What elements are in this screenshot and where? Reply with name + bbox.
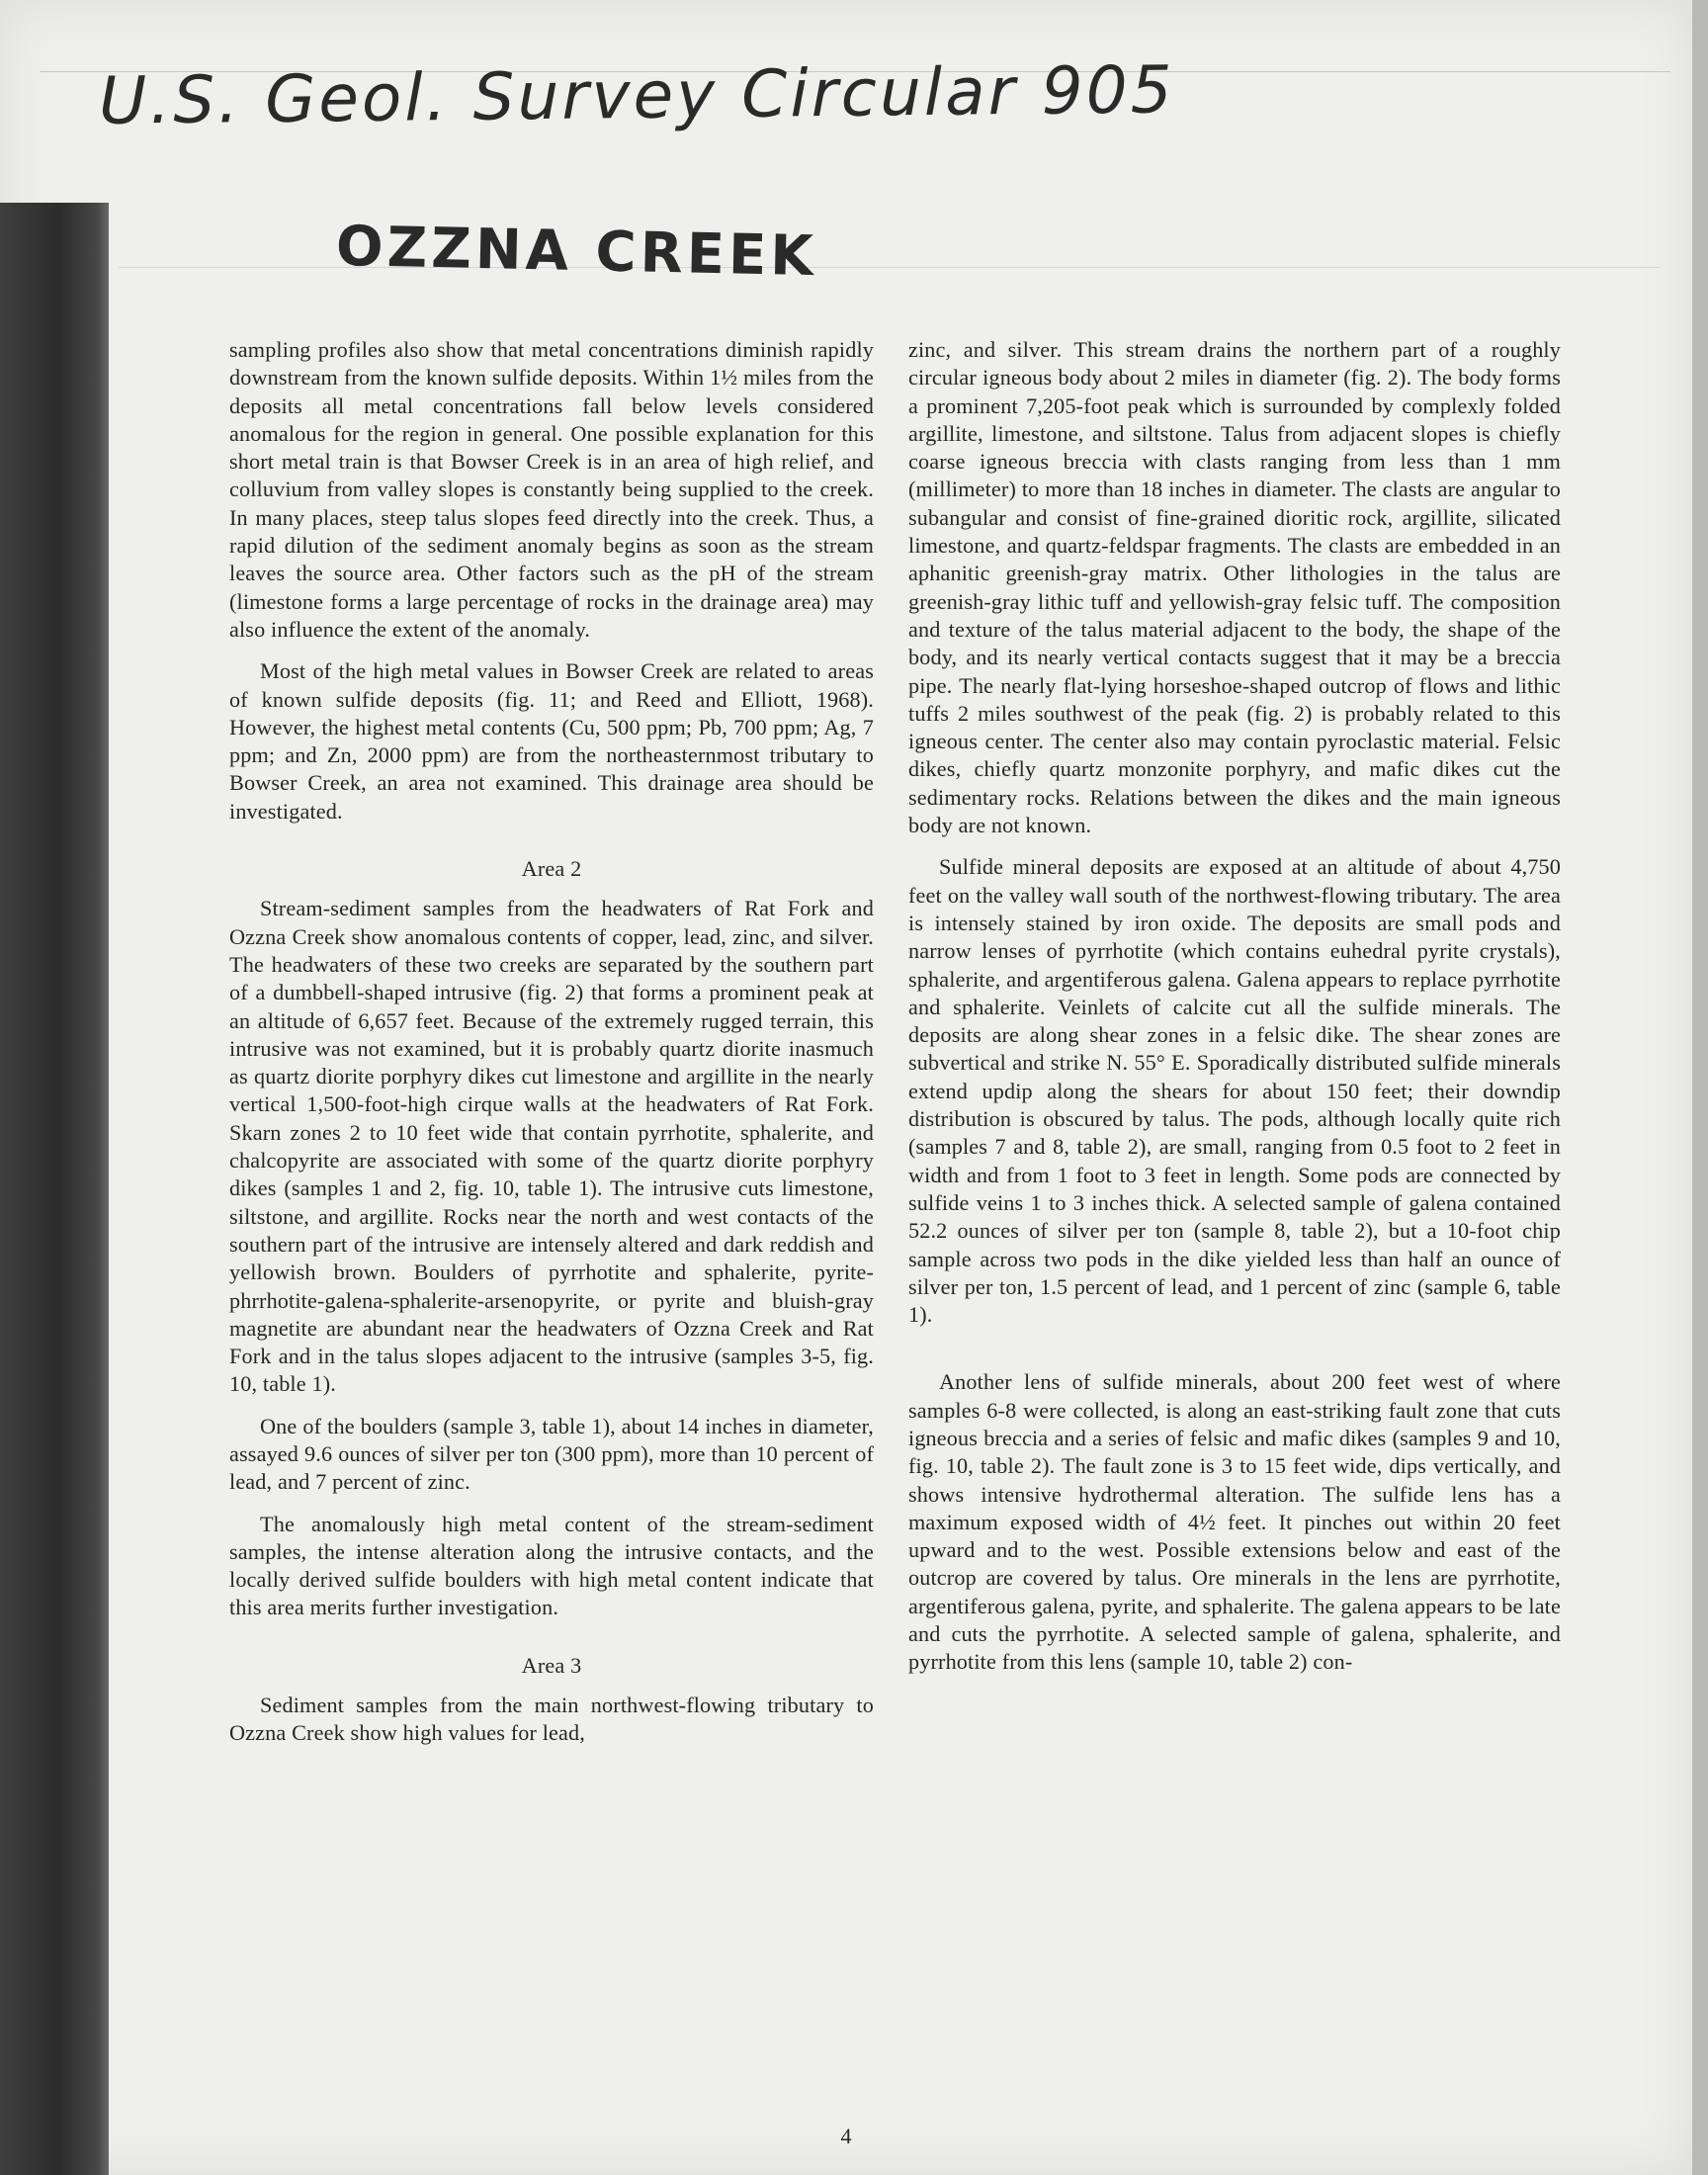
left-text-column [229,336,874,1748]
body-paragraph: sampling profiles also show that metal concentrations diminish rapidly downstream from the known sulfide deposits. Within 1½ miles from the deposits all metal concentrations fall below levels considered anomalous for the region in general. One possible explanation for this short metal train is that Bowser Creek is in an area of high relief, and colluvium from valley slopes is constantly being supplied to the creek. In many places, steep talus slopes feed directly into the creek. Thus, a rapid dilution of the sediment anomaly begins as soon as the stream leaves the source area. Other factors such as the pH of the stream (limestone forms a large percentage of rocks in the drainage area) may also influence the extent of the anomaly. [229,337,874,642]
page-number: 4 [840,2124,852,2148]
right-text-column [908,336,1561,1677]
handwritten-source-note: U.S. Geol. Survey Circular 905 [98,51,1176,139]
body-paragraph: zinc, and silver. This stream drains the northern part of a roughly circular igneous body about 2 miles in diameter (fig. 2). The body forms a prominent 7,205-foot peak which is surrounded by complexly folded argillite, limestone, and siltstone. Talus from adjacent slopes is chiefly coarse igneous breccia with clasts ranging from less than 1 mm (millimeter) to more than 18 inches in diameter. The clasts are angular to subangular and consist of fine-grained dioritic rock, argillite, silicated limestone, and quartz-feldspar fragments. The clasts are embedded in an aphanitic greenish-gray matrix. Other lithologies in the talus are greenish-gray lithic tuff and yellowish-gray felsic tuff. The composition and texture of the talus material adjacent to the body, the shape of the body, and its nearly vertical contacts suggest that it may be a breccia pipe. The nearly flat-lying horseshoe-shaped outcrop of flows and lithic tuffs 2 miles southwest of the peak (fig. 2) is probably related to this igneous center. The center also may contain pyroclastic material. Felsic dikes, chiefly quartz monzonite porphyry, and mafic dikes cut the sedimentary rocks. Relations between the dikes and the main igneous body are not known. [908,337,1561,838]
body-paragraph: Another lens of sulfide minerals, about 200 feet west of where samples 6-8 were collected, is along an east-striking fault zone that cuts igneous breccia and a series of felsic and mafic dikes (samples 9 and 10, fig. 10, table 2). The fault zone is 3 to 15 feet wide, dips vertically, and shows intensive hydrothermal alteration. The sulfide lens has a maximum exposed width of 4½ feet. It pinches out within 20 feet upward and to the west. Possible extensions below and east of the outcrop are covered by talus. Ore minerals in the lens are pyrrhotite, argentiferous galena, pyrite, and sphalerite. The galena appears to be late and cuts the pyrrhotite. A selected sample of galena, sphalerite, and pyrrhotite from this lens (sample 10, table 2) con- [908,1369,1561,1675]
section-heading: Area 2 [521,856,582,882]
body-paragraph: One of the boulders (sample 3, table 1), about 14 inches in diameter, assayed 9.6 ounces of silver per ton (300 ppm), more than 10 percent of lead, and 7 percent of zinc. [229,1413,874,1495]
body-paragraph: Stream-sediment samples from the headwaters of Rat Fork and Ozzna Creek show anomalous contents of copper, lead, zinc, and silver. The headwaters of these two creeks are separated by the southern part of a dumbbell-shaped intrusive (fig. 2) that forms a prominent peak at an altitude of 6,657 feet. Because of the extremely rugged terrain, this intrusive was not examined, but it is probably quartz diorite inasmuch as quartz diorite porphyry dikes cut limestone and argillite in the nearly vertical 1,500-foot-high cirque walls at the headwaters of Rat Fork. Skarn zones 2 to 10 feet wide that contain pyrrhotite, sphalerite, and chalcopyrite are associated with some of the quartz diorite porphyry dikes (samples 1 and 2, fig. 10, table 1). The intrusive cuts limestone, siltstone, and argillite. Rocks near the north and west contacts of the southern part of the intrusive are intensely altered and dark reddish and yellowish brown. Boulders of pyrrhotite and sphalerite, pyrite-phrrhotite-galena-sphalerite-arsenopyrite, or pyrite and bluish-gray magnetite are abundant near the headwaters of Ozzna Creek and Rat Fork and in the talus slopes adjacent to the intrusive (samples 3-5, fig. 10, table 1). [229,896,874,1397]
body-paragraph: Sediment samples from the main northwest-flowing tributary to Ozzna Creek show high values for lead, [229,1693,874,1746]
body-paragraph: Sulfide mineral deposits are exposed at an altitude of about 4,750 feet on the valley wall south of the northwest-flowing tributary. The area is intensely stained by iron oxide. The deposits are small pods and narrow lenses of pyrrhotite (which contains euhedral pyrite crystals), sphalerite, and argentiferous galena. Galena appears to replace pyrrhotite and sphalerite. Veinlets of calcite cut all the sulfide minerals. The deposits are along shear zones in a felsic dike. The shear zones are subvertical and strike N. 55° E. Sporadically distributed sulfide minerals extend updip along the shears for about 150 feet; their downdip distribution is obscured by talus. The pods, although locally quite rich (samples 7 and 8, table 2), are small, ranging from 0.5 foot to 2 feet in width and from 1 foot to 3 feet in length. Some pods are connected by sulfide veins 1 to 3 inches thick. A selected sample of galena contained 52.2 ounces of silver per ton (sample 8, table 2), but a 10-foot chip sample across two pods in the dike yielded less than half an ounce of silver per ton, 1.5 percent of lead, and 1 percent of zinc (sample 6, table 1). [908,854,1561,1328]
binding-shadow [0,203,109,2175]
handwritten-title: OZZNA CREEK [335,214,818,290]
section-heading: Area 3 [521,1652,582,1678]
body-paragraph: Most of the high metal values in Bowser Creek are related to areas of known sulfide deposits (fig. 11; and Reed and Elliott, 1968). However, the highest metal contents (Cu, 500 ppm; Pb, 700 ppm; Ag, 7 ppm; and Zn, 2000 ppm) are from the northeasternmost tributary to Bowser Creek, an area not examined. This drainage area should be investigated. [229,658,874,824]
body-paragraph: The anomalously high metal content of the stream-sediment samples, the intense alteration along the intrusive contacts, and the locally derived sulfide boulders with high metal content indicate that this area merits further investigation. [229,1511,874,1620]
